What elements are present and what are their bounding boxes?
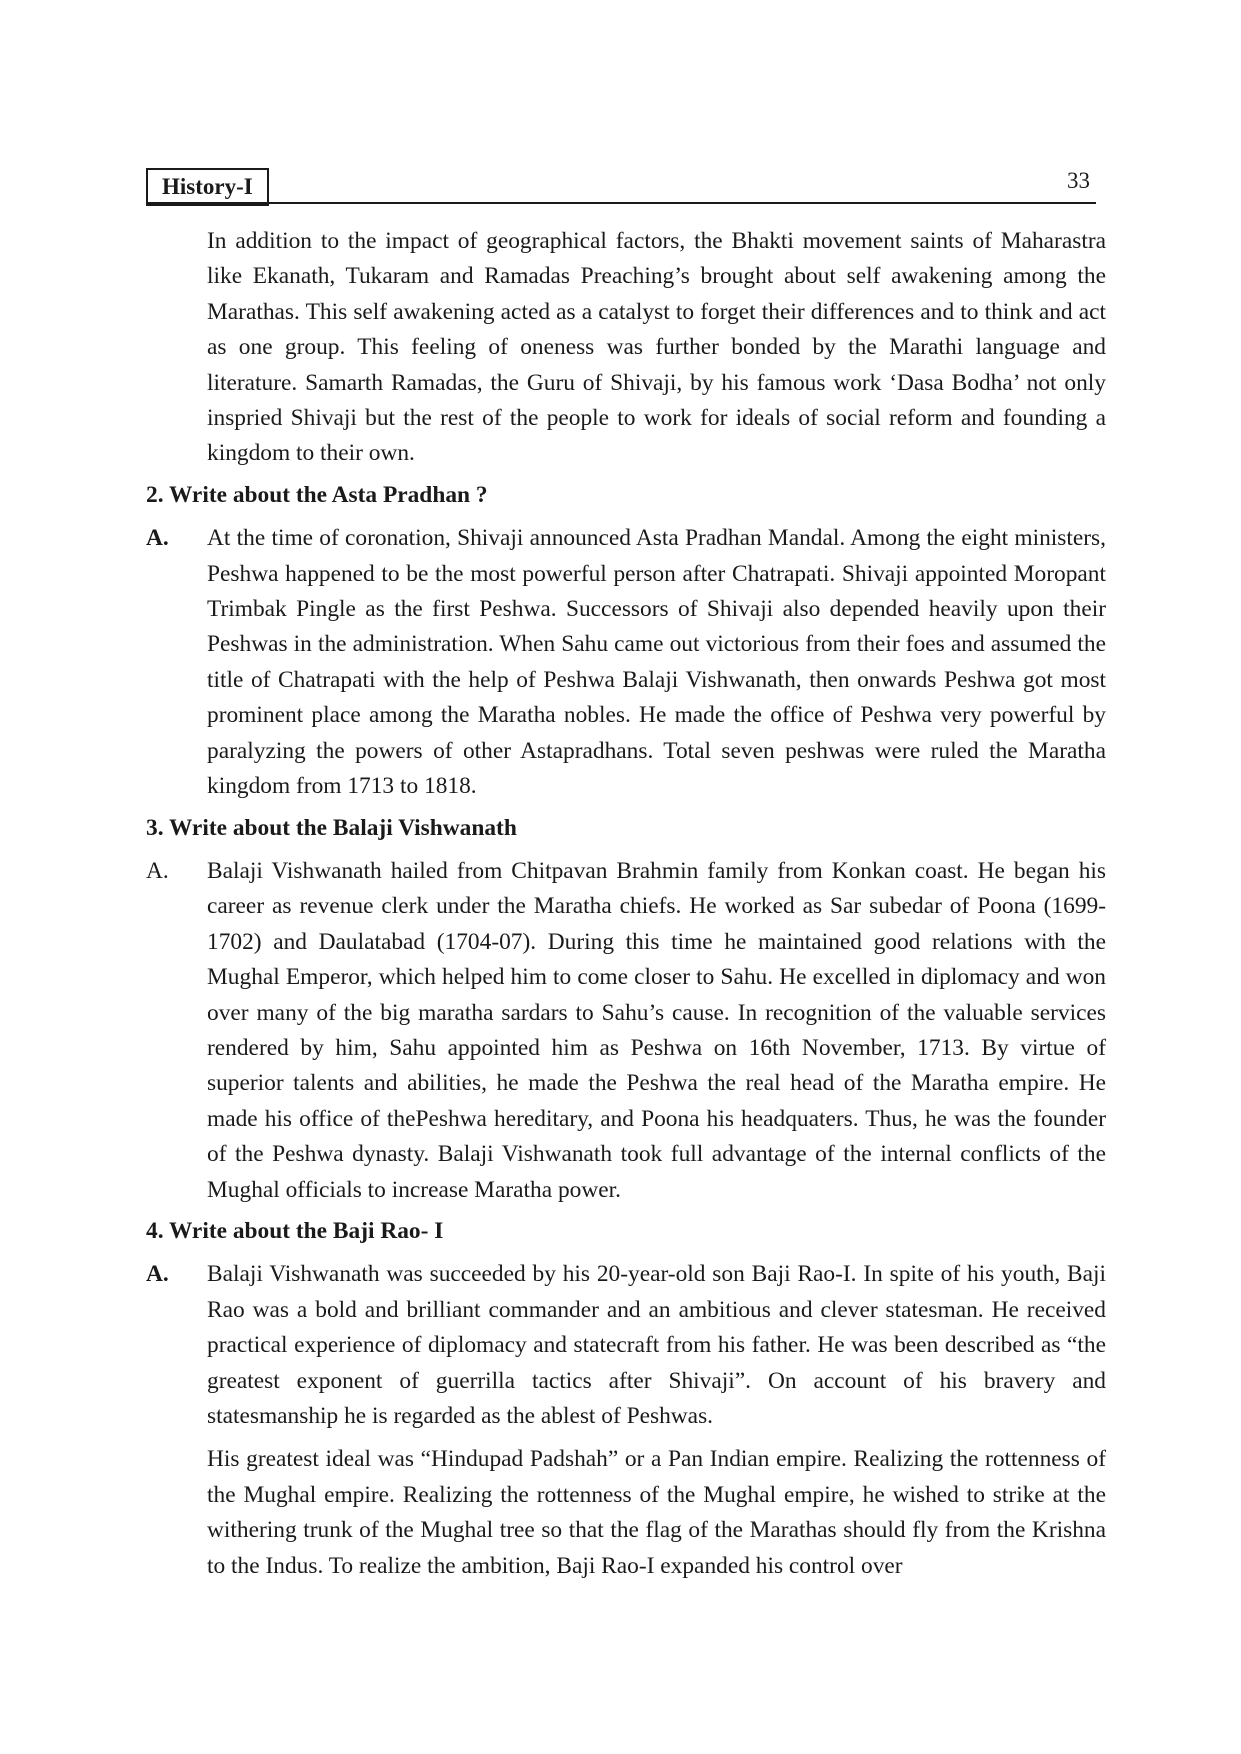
page-body bbox=[146, 224, 1106, 1590]
answer-paragraph: Balaji Vishwanath was succeeded by his 20-year-old son Baji Rao-I. In spite of his youth, Baji Rao was a bold and brilliant commander and an ambitious and clever statesman. He received practical experience of diplomacy and statecraft from his father. He was been described as “the greatest exponent of guerrilla tactics after Shivaji”. On account of his bravery and statesmanship he is regarded as the ablest of Peshwas. bbox=[207, 1261, 1106, 1429]
answer-block bbox=[146, 521, 1106, 804]
running-title: History-I bbox=[146, 168, 269, 206]
answer-paragraph: Balaji Vishwanath hailed from Chitpavan Brahmin family from Konkan coast. He began his career as revenue clerk under the Maratha chiefs. He worked as Sar subedar of Poona (1699-1702) and Daulatabad (1704-07). During this time he maintained good relations with the Mughal Emperor, which helped him to come closer to Sahu. He excelled in diplomacy and won over many of the big maratha sardars to Sahu’s cause. In recognition of the valuable services rendered by him, Sahu appointed him as Peshwa on 16th November, 1713. By virtue of superior talents and abilities, he made the Peshwa the real head of the Maratha empire. He made his office of thePeshwa hereditary, and Poona his headquaters. Thus, he was the founder of the Peshwa dynasty. Balaji Vishwanath took full advantage of the internal conflicts of the Mughal officials to increase Maratha power. bbox=[207, 857, 1106, 1203]
section-asta-pradhan bbox=[146, 478, 1106, 805]
answer-block bbox=[146, 854, 1106, 1208]
section-balaji-vishwanath bbox=[146, 811, 1106, 1208]
answer-label: A. bbox=[146, 1261, 169, 1288]
header-rule bbox=[146, 202, 1096, 204]
page-header bbox=[146, 164, 1096, 204]
answer-paragraph: His greatest ideal was “Hindupad Padshah” or a Pan Indian empire. Realizing the rottenness of the Mughal empire. Realizing the rottenness of the Mughal empire, he wished to strike at the withering trunk of the Mughal tree so that the flag of the Marathas should fly from the Krishna to the Indus. To realize the ambition, Baji Rao-I expanded his control over bbox=[207, 1446, 1106, 1579]
question-heading: 3. Write about the Balaji Vishwanath bbox=[146, 814, 517, 841]
intro-paragraph: In addition to the impact of geographical factors, the Bhakti movement saints of Maharastra like Ekanath, Tukaram and Ramadas Preaching’s brought about self awakening among the Marathas. This self awakening acted as a catalyst to forget their differences and to think and act as one group. This feeling of oneness was further bonded by the Marathi language and literature. Samarth Ramadas, the Guru of Shivaji, by his famous work ‘Dasa Bodha’ not only inspried Shivaji but the rest of the people to work for ideals of social reform and founding a kingdom to their own. bbox=[207, 228, 1106, 467]
question-heading: 2. Write about the Asta Pradhan ? bbox=[146, 481, 488, 508]
answer-paragraph: At the time of coronation, Shivaji announced Asta Pradhan Mandal. Among the eight ministers, Peshwa happened to be the most powerful person after Chatrapati. Shivaji appointed Moropant Trimbak Pingle as the first Peshwa. Successors of Shivaji also depended heavily upon their Peshwas in the administration. When Sahu came out victorious from their foes and assumed the title of Chatrapati with the help of Peshwa Balaji Vishwanath, then onwards Peshwa got most prominent place among the Maratha nobles. He made the office of Peshwa very powerful by paralyzing the powers of other Astapradhans. Total seven peshwas were ruled the Maratha kingdom from 1713 to 1818. bbox=[207, 525, 1106, 800]
answer-label: A. bbox=[146, 525, 169, 552]
section-baji-rao-i bbox=[146, 1214, 1106, 1584]
question-heading: 4. Write about the Baji Rao- I bbox=[146, 1217, 444, 1244]
answer-label: A. bbox=[146, 857, 169, 884]
answer-block bbox=[146, 1257, 1106, 1584]
page-number: 33 bbox=[1067, 168, 1090, 193]
